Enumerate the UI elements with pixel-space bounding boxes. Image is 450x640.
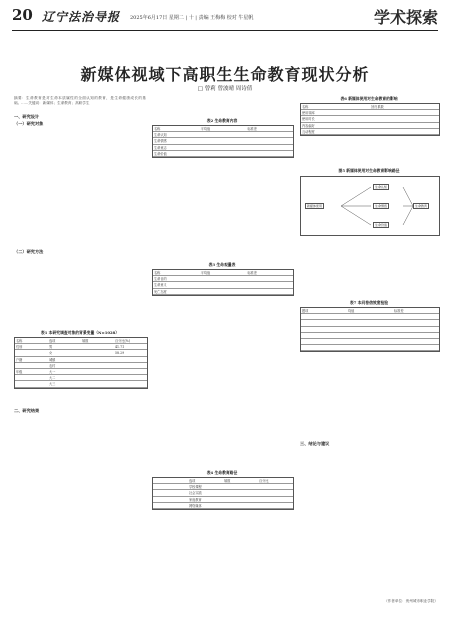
table-row: 内容偏好 (301, 123, 439, 129)
table-row: 名称 回归系数 (301, 104, 439, 110)
node-media: 新媒体使用 (307, 204, 323, 208)
table1 (14, 337, 148, 389)
table-row: 大二 (15, 375, 147, 381)
right-column-text (300, 440, 438, 626)
table-row: 题项 均值 标准差 (301, 308, 439, 314)
article-authors: □ 曾莉 曾波晴 周诗倩 (197, 86, 253, 92)
table-row: 生命认知 (153, 132, 293, 138)
column-name: 学术探索 (373, 8, 438, 27)
node-cognition: 生命认知 (375, 185, 388, 189)
article-title: 新媒体视域下高职生生命教育现状分析 (80, 65, 370, 84)
table-row: 生命意义 (153, 282, 293, 288)
node-emotion: 生命情感 (375, 204, 388, 208)
table-row: 农村 (15, 363, 147, 369)
table1-caption: 表1 本研究调查对象的背景变量（N=1028） (40, 330, 120, 335)
figure-caption: 图5 新媒体使用对生命教育影响路径 (338, 168, 400, 173)
table-row: 年级 大一 (15, 369, 147, 375)
path-figure (300, 176, 440, 236)
table4 (152, 477, 294, 510)
table7 (300, 307, 440, 352)
table-row: 生命情感 (153, 138, 293, 144)
section-heading-1: 一、研究设计 (14, 114, 40, 120)
table-row: 性别 男 41.71 (15, 344, 147, 350)
table-row: 户籍 城镇 (15, 357, 147, 363)
table-row: 学校课程 (153, 484, 293, 490)
node-education: 生命教育 (415, 204, 428, 208)
node-value: 生命价值 (375, 223, 388, 227)
table7-caption: 表7 本问卷信效度检验 (349, 300, 389, 305)
table6-caption: 表6 新媒体使用对生命教育的影响 (340, 96, 398, 101)
page-header (12, 6, 438, 31)
table-row: 使用频率 (301, 110, 439, 116)
section-heading-1-1: （一）研究对象 (14, 120, 44, 126)
table-row: 互动程度 (301, 129, 439, 135)
table-row: 名称 选项 频数 百分比(%) (15, 338, 147, 344)
header-meta: 2025年6月17日 星期二 | 十 | 责编 王梅梅 校对 牛星帆 (130, 15, 254, 21)
table2 (152, 125, 294, 158)
table-row: 女 58.29 (15, 350, 147, 356)
table-row: 选项 频数 百分比 (153, 478, 293, 484)
abstract: 摘要：生命教育是对生命本质属性的全面认知的教育，是生命健康成长的基础。……关键词：新媒体；生命教育；高职学生 (14, 96, 146, 105)
middle-text-1 (152, 160, 292, 260)
table-row: 家庭教育 (153, 497, 293, 503)
section-heading-1-2: （二）研究方法 (14, 249, 44, 255)
table-row: 大三 (15, 381, 147, 387)
table3-caption: 表3 生命观量表 (208, 262, 236, 267)
table-row: 社会实践 (153, 490, 293, 496)
table3 (152, 269, 294, 296)
table-row: 名称 平均值 标准差 (153, 126, 293, 132)
table-row: 网络媒体 (153, 503, 293, 509)
table4-caption: 表4 生命教育路径 (206, 470, 238, 475)
table6 (300, 103, 440, 136)
table-row (301, 345, 439, 351)
author-affiliation: （作者单位：贵州城市职业学院） (384, 598, 438, 603)
table-row: 生命目的 (153, 276, 293, 282)
section-heading-3: 三、结论与建议 (300, 441, 330, 446)
table-row: 生命意志 (153, 145, 293, 151)
section-heading-2: 二、研究结果 (14, 407, 40, 413)
table2-caption: 表2 生命教育内容 (206, 118, 238, 123)
table-row: 生命价值 (153, 151, 293, 157)
paper-logo: 辽宁法治导报 (42, 10, 121, 24)
table-row: 使用时长 (301, 116, 439, 122)
page-number: 20 (12, 6, 33, 24)
table-row: 名称 平均值 标准差 (153, 270, 293, 276)
table-row: 死亡态度 (153, 289, 293, 295)
